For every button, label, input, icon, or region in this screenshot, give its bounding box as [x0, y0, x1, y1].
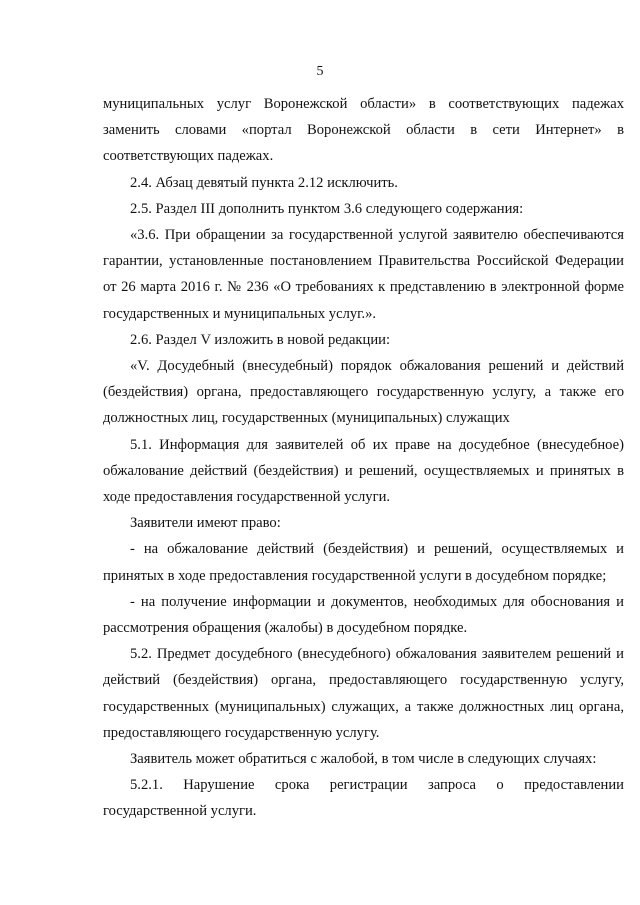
paragraph-5-2-1: 5.2.1. Нарушение срока регистрации запроса о предоставлении государственной услуги. — [103, 777, 624, 820]
paragraph-5-2: 5.2. Предмет досудебного (внесудебного) обжалования заявителем решений и действий (бездействия) органа, предоставляющего государственную услугу, государственных (муниципальных) служащих, а также должностных лиц органа, предоставляющего государственную услугу. — [103, 646, 624, 741]
list-item-appeal: - на обжалование действий (бездействия) и решений, осуществляемых и принятых в ходе предоставления государственной услуги в досудебном порядке; — [103, 541, 624, 584]
paragraph-complaint-cases: Заявитель может обратиться с жалобой, в том числе в следующих случаях: — [130, 751, 597, 768]
section-v-heading: «V. Досудебный (внесудебный) порядок обжалования решений и действий (бездействия) органа, предоставляющего государственную услугу, а также его должностных лиц, государственных (муниципальных) служащих — [103, 358, 624, 427]
paragraph-5-1: 5.1. Информация для заявителей об их праве на досудебное (внесудебное) обжалование действий (бездействия) и решений, осуществляемых и принятых в ходе предоставления государственной услуги. — [103, 436, 624, 506]
paragraph-continuation: муниципальных услуг Воронежской области» в соответствующих падежах заменить словами «портал Воронежской области в сети Интернет» в соответствующих падежах. — [103, 96, 624, 165]
page-number: 5 — [316, 64, 324, 79]
paragraph-applicants-rights: Заявители имеют право: — [130, 515, 281, 532]
paragraph-2-5: 2.5. Раздел III дополнить пунктом 3.6 следующего содержания: — [130, 200, 524, 217]
list-item-information: - на получение информации и документов, необходимых для обоснования и рассмотрения обращения (жалобы) в досудебном порядке. — [103, 593, 624, 637]
paragraph-2-6: 2.6. Раздел V изложить в новой редакции: — [130, 331, 391, 348]
paragraph-2-4: 2.4. Абзац девятый пункта 2.12 исключить. — [130, 174, 398, 191]
paragraph-3-6: «3.6. При обращении за государственной услугой заявителю обеспечиваются гарантии, установленные постановлением Правительства Российской Федерации от 26 марта 2016 г. № 236 «О требованиях к представлению в электронной форме государственных и муниципальных услуг.». — [103, 227, 624, 322]
document-body — [103, 91, 624, 825]
